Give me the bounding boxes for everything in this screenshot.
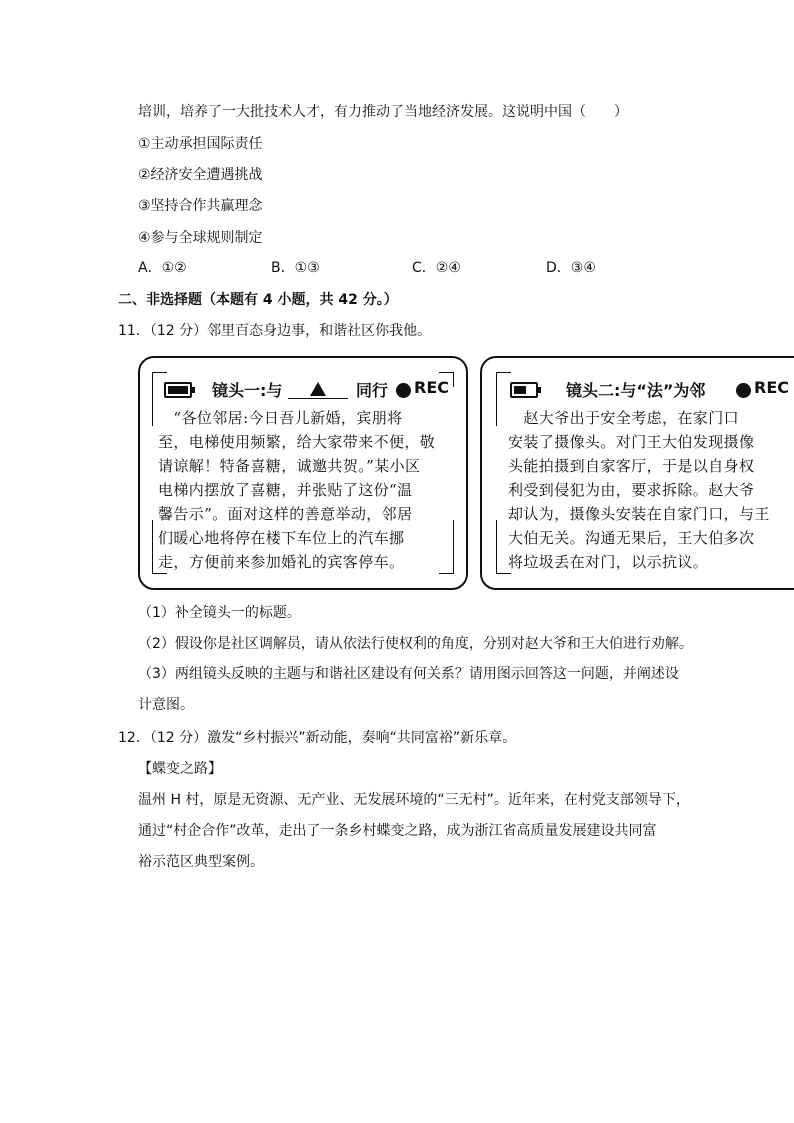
panel-1-line: 请谅解！特备喜糖，诚邀共贺。”某小区 — [158, 457, 421, 475]
panel-2-title: 镜头二:与“法”为邻 — [566, 381, 706, 400]
panel-1-line: 们暖心地将停在楼下车位上的汽车挪 — [158, 529, 405, 547]
camera-panel-1 — [138, 356, 468, 590]
material-heading: 【蝶变之路】 — [138, 761, 222, 777]
panel-2-line: 头能拍摄到自家客厅，于是以自身权 — [508, 457, 755, 475]
question-11-stem: 11．（12 分）邻里百态身边事，和谐社区你我他。 — [118, 323, 432, 339]
panel-2-line: 赵大爷出于安全考虑，在家门口 — [508, 409, 740, 427]
frame-edge — [152, 520, 153, 560]
camera-panel-2 — [480, 356, 794, 590]
choice-a: A．①② — [138, 260, 187, 276]
panel-2-line: 安装了摄像头。对门王大伯发现摄像 — [508, 433, 755, 451]
record-dot-icon — [736, 383, 751, 398]
sub-question-2: （2）假设你是社区调解员，请从依法行使权利的角度，分别对赵大爷和王大伯进行劝解。 — [138, 636, 693, 652]
panel-2-line: 将垃圾丢在对门，以示抗议。 — [508, 553, 709, 571]
choice-c: C．②④ — [412, 260, 461, 276]
panel-1-text — [158, 406, 435, 574]
panel-1-line: “各位邻居:今日吾儿新婚，宾朋将 — [158, 409, 403, 427]
panel-2-line: 大伯无关。沟通无果后，王大伯多次 — [508, 529, 755, 547]
record-dot-icon — [396, 383, 411, 398]
material-line: 通过“村企合作”改革，走出了一条乡村蝶变之路，成为浙江省高质量发展建设共同富 — [138, 823, 657, 839]
panel-2-line: 利受到侵犯为由，要求拆除。赵大爷 — [508, 481, 755, 499]
panel-1-line: 馨告示”。面对这样的善意举动，邻居 — [158, 505, 413, 523]
frame-edge — [152, 386, 153, 426]
frame-corner — [496, 372, 511, 387]
frame-edge — [496, 520, 497, 560]
question-10-stem: 培训，培养了一大批技术人才，有力推动了当地经济发展。这说明中国（ ） — [138, 104, 628, 120]
battery-icon — [510, 382, 538, 398]
frame-edge — [453, 520, 454, 560]
choice-d: D．③④ — [546, 260, 596, 276]
statement-1: ①主动承担国际责任 — [138, 136, 263, 152]
triangle-icon — [310, 382, 326, 396]
rec-label: REC — [754, 378, 789, 397]
panel-1-line: 至，电梯使用频繁，给大家带来不便，敬 — [158, 433, 436, 451]
panel-2-line: 却认为，摄像头安装在自家门口，与王 — [508, 505, 770, 523]
sub-question-3: （3）两组镜头反映的主题与和谐社区建设有何关系？请用图示回答这一问题，并阐述设 — [138, 666, 679, 682]
section-title: 二、非选择题（本题有 4 小题，共 42 分。） — [118, 292, 398, 308]
panel-1-title-pre: 镜头一:与 — [212, 381, 283, 400]
panel-1-title-post: 同行 — [356, 381, 389, 400]
material-line: 温州 H 村，原是无资源、无产业、无发展环境的“三无村”。近年来，在村党支部领导下， — [138, 792, 690, 808]
panel-1-line: 电梯内摆放了喜糖，并张贴了这份“温 — [158, 481, 413, 499]
statement-2: ②经济安全遭遇挑战 — [138, 167, 263, 183]
frame-edge — [496, 386, 497, 426]
statement-4: ④参与全球规则制定 — [138, 230, 263, 246]
question-12-stem: 12．（12 分）激发“乡村振兴”新动能，奏响“共同富裕”新乐章。 — [118, 730, 517, 746]
choice-b: B．①③ — [271, 260, 320, 276]
battery-icon — [164, 382, 192, 398]
statement-3: ③坚持合作共赢理念 — [138, 198, 263, 214]
sub-question-1: （1）补全镜头一的标题。 — [138, 605, 301, 621]
panel-2-text — [508, 406, 770, 574]
panel-1-line: 走，方便前来参加婚礼的宾客停车。 — [158, 553, 405, 571]
sub-question-3-cont: 计意图。 — [138, 697, 194, 713]
material-line: 裕示范区典型案例。 — [138, 854, 264, 870]
frame-corner — [439, 559, 454, 574]
rec-label: REC — [414, 378, 449, 397]
